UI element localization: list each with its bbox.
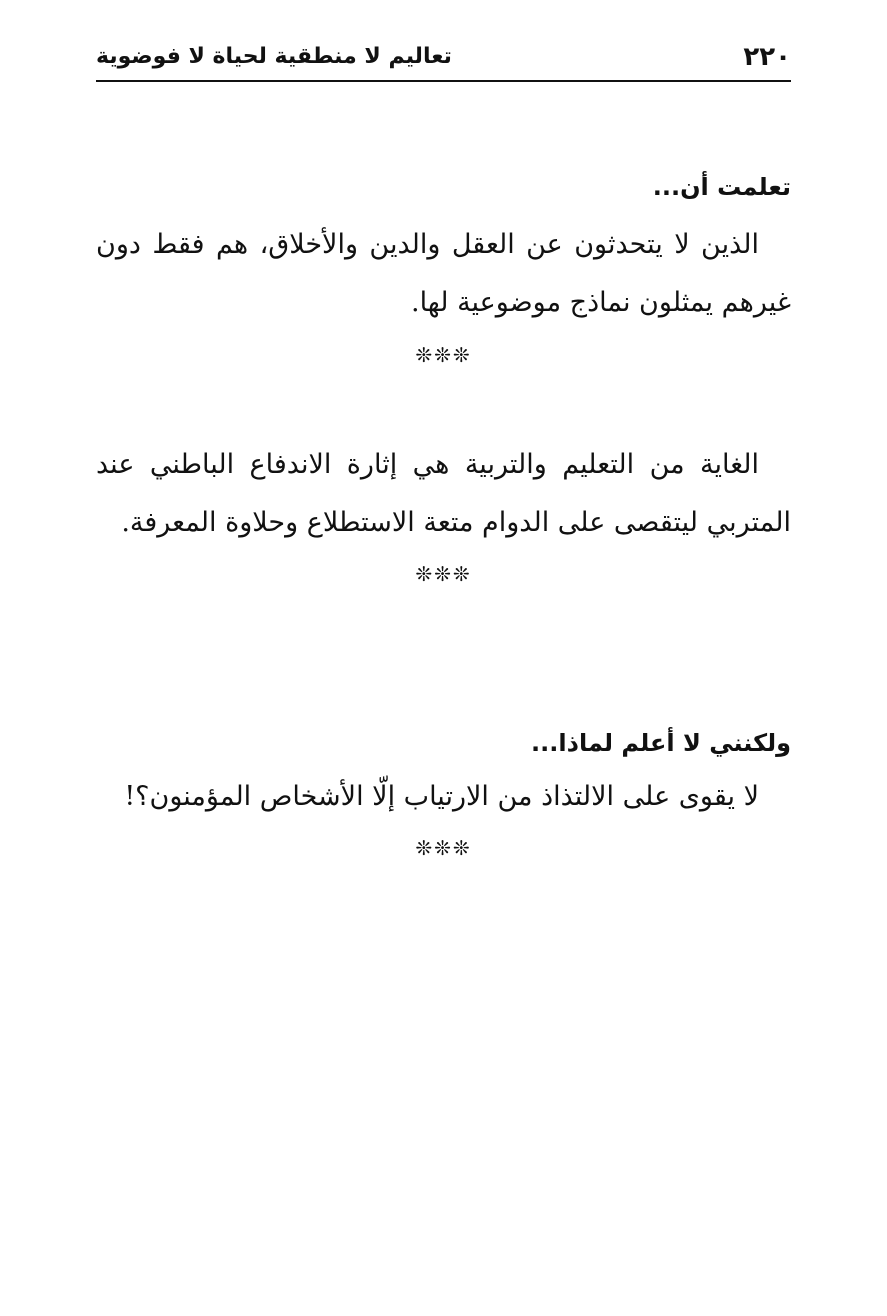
section-2 — [96, 436, 791, 552]
section-paragraph: الغاية من التعليم والتربية هي إثارة الاندفاع الباطني عند المتربي ليتقصى على الدوام متعة الاستطلاع وحلاوة المعرفة. — [96, 449, 791, 538]
separator-stars: ❊❊❊ — [415, 343, 472, 367]
page-header — [96, 40, 791, 82]
running-title: تعاليم لا منطقية لحياة لا فوضوية — [96, 44, 452, 69]
section-heading: تعلمت أن... — [652, 173, 791, 201]
section-paragraph: لا يقوى على الالتذاذ من الارتياب إلّا الأشخاص المؤمنون؟! — [124, 781, 759, 812]
separator-stars: ❊❊❊ — [415, 836, 472, 860]
page-number: ٢٢٠ — [743, 42, 791, 72]
section-1 — [96, 172, 791, 332]
section-paragraph: الذين لا يتحدثون عن العقل والدين والأخلاق، هم فقط دون غيرهم يمثلون نماذج موضوعية لها. — [96, 229, 791, 318]
section-3 — [96, 728, 791, 826]
separator-stars: ❊❊❊ — [415, 562, 472, 586]
section-heading: ولكنني لا أعلم لماذا... — [531, 729, 791, 757]
